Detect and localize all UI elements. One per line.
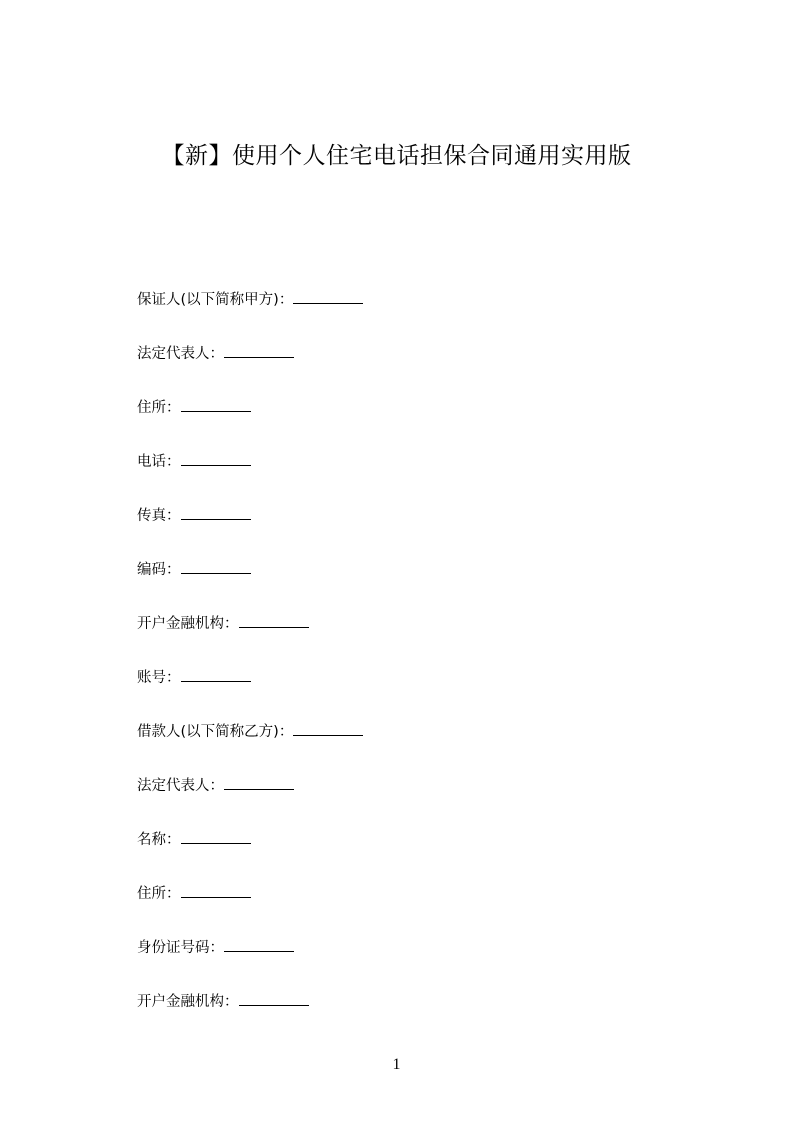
field-address-2 bbox=[137, 882, 697, 936]
field-label: 传真： bbox=[137, 508, 181, 524]
field-label: 身份证号码： bbox=[137, 940, 224, 956]
field-address bbox=[137, 396, 697, 450]
field-phone bbox=[137, 450, 697, 504]
fill-in-blank bbox=[181, 397, 251, 412]
fill-in-blank bbox=[181, 505, 251, 520]
field-label: 法定代表人： bbox=[137, 346, 224, 362]
fill-in-blank bbox=[293, 721, 363, 736]
field-legal-representative-2 bbox=[137, 774, 697, 828]
field-legal-representative bbox=[137, 342, 697, 396]
field-id-number bbox=[137, 936, 697, 990]
field-label: 住所： bbox=[137, 886, 181, 902]
field-label: 借款人(以下简称乙方)： bbox=[137, 724, 294, 740]
field-label: 编码： bbox=[137, 562, 181, 578]
fill-in-blank bbox=[181, 883, 251, 898]
field-postcode bbox=[137, 558, 697, 612]
field-label: 名称： bbox=[137, 832, 181, 848]
fill-in-blank bbox=[224, 937, 294, 952]
field-label: 保证人(以下简称甲方)： bbox=[137, 292, 294, 308]
field-account bbox=[137, 666, 697, 720]
field-name bbox=[137, 828, 697, 882]
fill-in-blank bbox=[224, 775, 294, 790]
field-label: 法定代表人： bbox=[137, 778, 224, 794]
fill-in-blank bbox=[181, 829, 251, 844]
fill-in-blank bbox=[239, 991, 309, 1006]
field-bank bbox=[137, 612, 697, 666]
fill-in-blank bbox=[224, 343, 294, 358]
fill-in-blank bbox=[293, 289, 363, 304]
page-number: 1 bbox=[392, 1056, 401, 1073]
document-title: 【新】使用个人住宅电话担保合同通用实用版 bbox=[161, 143, 632, 169]
contract-fields bbox=[137, 288, 697, 1044]
field-fax bbox=[137, 504, 697, 558]
field-label: 账号： bbox=[137, 670, 181, 686]
fill-in-blank bbox=[239, 613, 309, 628]
field-label: 电话： bbox=[137, 454, 181, 470]
fill-in-blank bbox=[181, 451, 251, 466]
field-bank-2 bbox=[137, 990, 697, 1044]
field-label: 住所： bbox=[137, 400, 181, 416]
field-borrower bbox=[137, 720, 697, 774]
field-label: 开户金融机构： bbox=[137, 994, 239, 1010]
fill-in-blank bbox=[181, 667, 251, 682]
field-label: 开户金融机构： bbox=[137, 616, 239, 632]
field-guarantor bbox=[137, 288, 697, 342]
fill-in-blank bbox=[181, 559, 251, 574]
